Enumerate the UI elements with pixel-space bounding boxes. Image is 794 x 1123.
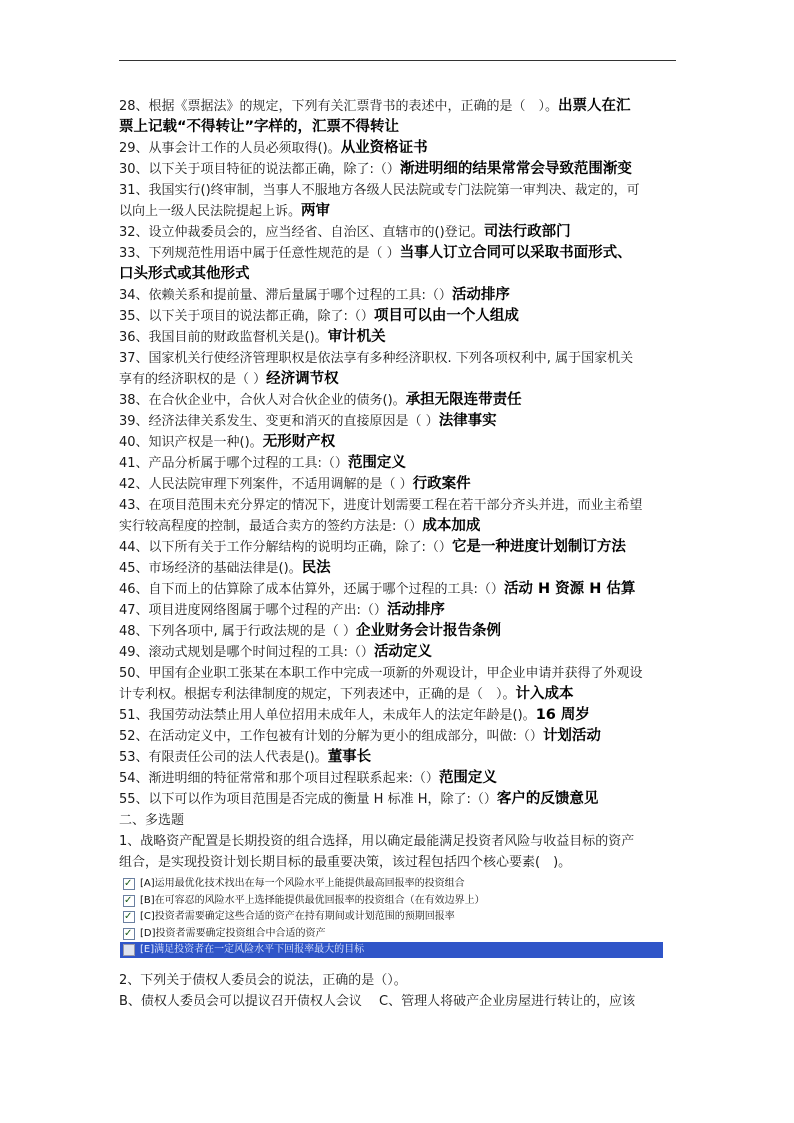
option-row[interactable]	[120, 942, 663, 958]
question-text: 47、项目进度网络图属于哪个过程的产出:（）	[119, 603, 387, 618]
question-line	[119, 810, 679, 831]
question-text: 50、甲国有企业职工张某在本职工作中完成一项新的外观设计，甲企业申请并获得了外观设	[119, 666, 643, 681]
answer-text: 无形财产权	[262, 434, 336, 450]
question-text: 1、战略资产配置是长期投资的组合选择，用以确定最能满足投资者风险与收益目标的资产	[119, 834, 635, 849]
question-line	[119, 348, 679, 369]
answer-text: 法律事实	[438, 413, 497, 429]
question-text: 46、自下而上的估算除了成本估算外，还属于哪个过程的工具:（）	[119, 582, 504, 597]
checkbox-checked-icon[interactable]	[123, 895, 135, 907]
option-row[interactable]	[120, 876, 663, 892]
question-line	[119, 558, 679, 579]
answer-text: 活动排序	[386, 602, 445, 618]
question-text: 34、依赖关系和提前量、滞后量属于哪个过程的工具:（）	[119, 288, 452, 303]
question-line	[119, 495, 679, 516]
answer-text: 范围定义	[438, 770, 497, 786]
answer-text: 范围定义	[347, 455, 406, 471]
question-text: 31、我国实行()终审制，当事人不服地方各级人民法院或专门法院第一审判决、裁定的，可	[119, 183, 640, 198]
answer-text: 出票人在汇	[558, 98, 631, 114]
question-text: 30、以下关于项目特征的说法都正确，除了:（）	[119, 162, 400, 177]
question-text: 以向上一级人民法院提起上诉。	[119, 204, 302, 219]
question-line	[119, 705, 679, 726]
multiple-choice-options	[120, 876, 663, 959]
option-label: [E]满足投资者在一定风险水平下回报率最大的目标	[140, 944, 365, 955]
question-line	[119, 516, 679, 537]
header-rule	[119, 60, 676, 61]
answer-text: 两审	[301, 203, 331, 219]
question-2-block	[119, 970, 684, 1012]
question-line	[119, 579, 679, 600]
question-text: 37、国家机关行使经济管理职权是依法享有多种经济职权. 下列各项权利中, 属于国家机关	[119, 351, 634, 366]
question-text: 40、知识产权是一种()。	[119, 435, 263, 450]
question-line	[119, 390, 679, 411]
question-line	[119, 453, 679, 474]
question-line	[119, 96, 679, 117]
question-text: 43、在项目范围未充分界定的情况下，进度计划需要工程在若干部分齐头并进，而业主希望	[119, 498, 643, 513]
question-text: 48、下列各项中, 属于行政法规的是（ ）	[119, 624, 356, 639]
question-text: 45、市场经济的基础法律是()。	[119, 561, 302, 576]
question-line	[119, 285, 679, 306]
question-line	[119, 411, 679, 432]
question-text: 计专利权。根据专利法律制度的规定，下列表述中，正确的是（ ）。	[119, 687, 516, 702]
question-line	[119, 831, 679, 852]
question-line	[119, 642, 679, 663]
question-text: 组合，是实现投资计划长期目标的最重要决策，该过程包括四个核心要素( )。	[119, 855, 572, 870]
question-text: 36、我国目前的财政监督机关是()。	[119, 330, 328, 345]
question-line	[119, 243, 679, 264]
option-row[interactable]	[120, 926, 663, 942]
question-line: 2、下列关于债权人委员会的说法，正确的是（）。	[119, 973, 407, 988]
checkbox-icon[interactable]	[123, 944, 135, 956]
question-line	[119, 138, 679, 159]
answer-text: 它是一种进度计划制订方法	[451, 539, 626, 555]
question-line	[119, 180, 679, 201]
answer-text: 16 周岁	[535, 707, 590, 723]
answer-text: 承担无限连带责任	[405, 392, 522, 408]
option-label: [A]运用最优化技术找出在每一个风险水平上能提供最高回报率的投资组合	[140, 878, 465, 889]
question-line	[119, 852, 679, 873]
answer-text: 民法	[301, 560, 331, 576]
question-text: 实行较高程度的控制，最适合卖方的签约方法是:（）	[119, 519, 423, 534]
question-line	[119, 369, 679, 390]
answer-text: 活动 H 资源 H 估算	[503, 581, 636, 597]
answer-text: 项目可以由一个人组成	[373, 308, 519, 324]
answer-text: 活动排序	[451, 287, 510, 303]
question-line	[119, 789, 679, 810]
question-text: 49、滚动式规划是哪个时间过程的工具:（）	[119, 645, 374, 660]
question-line: B、债权人委员会可以提议召开债权人会议 C、管理人将破产企业房屋进行转让的，应该	[119, 994, 636, 1009]
answer-text: 审计机关	[327, 329, 386, 345]
answer-text: 当事人订立合同可以采取书面形式、	[399, 245, 632, 261]
question-text: 35、以下关于项目的说法都正确，除了:（）	[119, 309, 374, 324]
option-row[interactable]	[120, 893, 663, 909]
question-list	[119, 96, 679, 873]
question-text: 29、从事会计工作的人员必须取得()。	[119, 141, 341, 156]
answer-text: 董事长	[327, 749, 372, 765]
answer-text: 票上记载“不得转让”字样的，汇票不得转让	[119, 119, 400, 135]
question-text: 享有的经济职权的是（ ）	[119, 372, 267, 387]
question-line	[119, 768, 679, 789]
question-text: 52、在活动定义中，工作包被有计划的分解为更小的组成部分，叫做:（）	[119, 729, 543, 744]
answer-text: 企业财务会计报告条例	[355, 623, 501, 639]
option-label: [B]在可容忍的风险水平上选择能提供最优回报率的投资组合（在有效边界上）	[140, 894, 485, 906]
question-text: 28、根据《票据法》的规定，下列有关汇票背书的表述中，正确的是（ ）。	[119, 99, 559, 114]
question-line	[119, 474, 679, 495]
option-label: [D]投资者需要确定投资组合中合适的资产	[140, 927, 326, 939]
answer-text: 计入成本	[515, 686, 574, 702]
checkbox-checked-icon[interactable]	[123, 911, 135, 923]
question-text: 51、我国劳动法禁止用人单位招用未成年人，未成年人的法定年龄是()。	[119, 708, 536, 723]
question-line	[119, 201, 679, 222]
answer-text: 行政案件	[412, 476, 471, 492]
answer-text: 活动定义	[373, 644, 432, 660]
question-text: 55、以下可以作为项目范围是否完成的衡量 H 标准 H，除了:（）	[119, 792, 497, 807]
question-line	[119, 621, 679, 642]
question-line	[119, 264, 679, 285]
question-line	[119, 747, 679, 768]
answer-text: 经济调节权	[266, 371, 339, 387]
answer-text: 口头形式或其他形式	[119, 266, 250, 282]
question-line	[119, 537, 679, 558]
question-line	[119, 726, 679, 747]
answer-text: 客户的反馈意见	[496, 791, 599, 807]
question-text: 41、产品分析属于哪个过程的工具:（）	[119, 456, 348, 471]
option-label: [C]投资者需要确定这些合适的资产在持有期间或计划范围的预期回报率	[140, 911, 455, 922]
question-text: 32、设立仲裁委员会的，应当经省、自治区、直辖市的()登记。	[119, 225, 484, 240]
checkbox-checked-icon[interactable]	[123, 928, 135, 940]
option-row[interactable]	[120, 909, 663, 925]
answer-text: 渐进明细的结果常常会导致范围渐变	[399, 161, 632, 177]
answer-text: 从业资格证书	[340, 140, 428, 156]
question-text: 44、以下所有关于工作分解结构的说明均正确，除了:（）	[119, 540, 452, 555]
question-text: 38、在合伙企业中，合伙人对合伙企业的债务()。	[119, 393, 406, 408]
answer-text: 成本加成	[422, 518, 481, 534]
question-line	[119, 432, 679, 453]
question-text: 33、下列规范性用语中属于任意性规范的是（ ）	[119, 246, 400, 261]
question-text: 42、人民法院审理下列案件，不适用调解的是（ ）	[119, 477, 413, 492]
answer-text: 计划活动	[542, 728, 601, 744]
question-line	[119, 327, 679, 348]
question-line	[119, 117, 679, 138]
answer-text: 司法行政部门	[483, 224, 571, 240]
question-line	[119, 600, 679, 621]
question-line	[119, 684, 679, 705]
question-text: 39、经济法律关系发生、变更和消灭的直接原因是（ ）	[119, 414, 439, 429]
question-line	[119, 663, 679, 684]
checkbox-checked-icon[interactable]	[123, 878, 135, 890]
question-line	[119, 306, 679, 327]
question-text: 54、渐进明细的特征常常和那个项目过程联系起来:（）	[119, 771, 439, 786]
question-line	[119, 159, 679, 180]
question-text: 53、有限责任公司的法人代表是()。	[119, 750, 328, 765]
question-line	[119, 222, 679, 243]
question-text: 二、多选题	[119, 813, 185, 828]
